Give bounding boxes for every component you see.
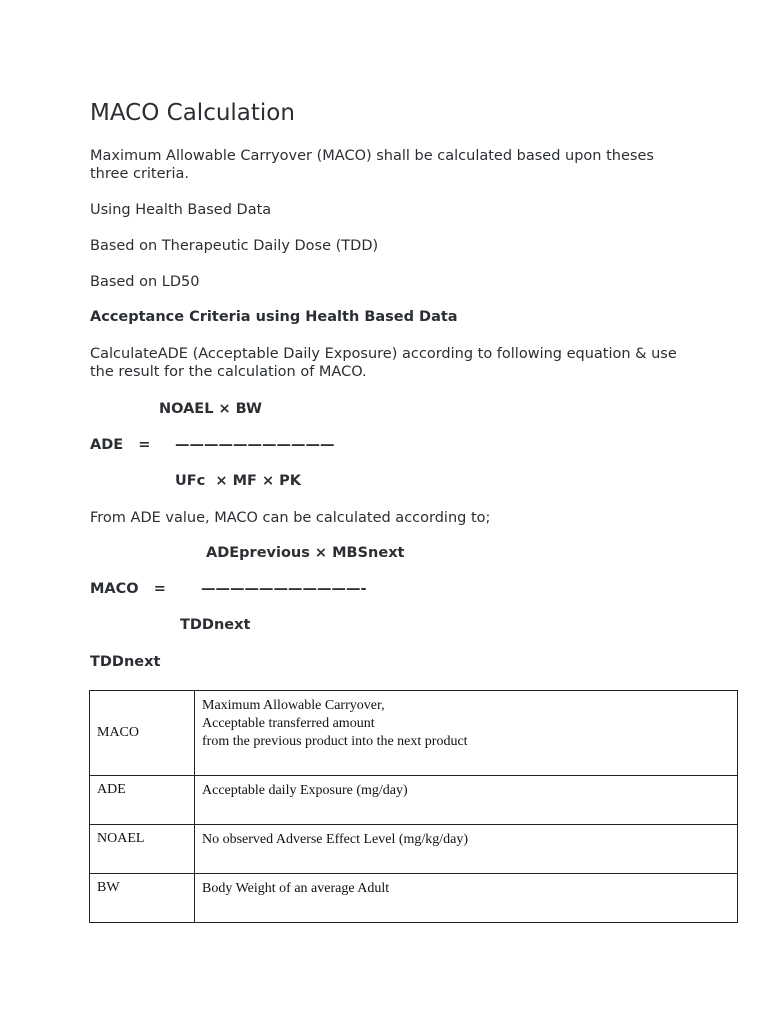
maco-lhs: MACO = bbox=[90, 581, 166, 597]
table-row bbox=[90, 691, 738, 776]
maco-intro: From ADE value, MACO can be calculated according to; bbox=[90, 510, 491, 526]
term-cell: ADE bbox=[90, 776, 195, 825]
definition-cell bbox=[195, 825, 738, 874]
ade-fraction-bar: ——————————— bbox=[175, 437, 335, 453]
term-cell: MACO bbox=[90, 691, 195, 776]
table-row bbox=[90, 776, 738, 825]
maco-denominator: TDDnext bbox=[180, 617, 251, 633]
criterion-tdd: Based on Therapeutic Daily Dose (TDD) bbox=[90, 238, 379, 254]
term-cell: NOAEL bbox=[90, 825, 195, 874]
definition-cell bbox=[195, 874, 738, 923]
definition-line: from the previous product into the next product bbox=[202, 734, 468, 749]
maco-numerator: ADEprevious × MBSnext bbox=[206, 545, 405, 561]
ade-instruction: CalculateADE (Acceptable Daily Exposure) according to following equation & use the result for the calculation of MACO. bbox=[90, 346, 677, 380]
ade-denominator: UFc × MF × PK bbox=[175, 473, 302, 489]
definition-cell bbox=[195, 691, 738, 776]
maco-fraction-bar: ———————————- bbox=[201, 581, 367, 597]
definition-line: Acceptable daily Exposure (mg/day) bbox=[202, 783, 408, 798]
page-title: MACO Calculation bbox=[90, 100, 295, 126]
definition-line: No observed Adverse Effect Level (mg/kg/day) bbox=[202, 832, 469, 847]
table-row bbox=[90, 825, 738, 874]
section-heading: Acceptance Criteria using Health Based Data bbox=[90, 309, 458, 325]
intro-paragraph: Maximum Allowable Carryover (MACO) shall be calculated based upon theses three criteria. bbox=[90, 148, 654, 182]
trailing-label: TDDnext bbox=[90, 654, 161, 670]
definitions-table bbox=[89, 690, 738, 923]
criterion-ld50: Based on LD50 bbox=[90, 274, 200, 290]
definition-line: Acceptable transferred amount bbox=[202, 716, 375, 731]
criterion-health-based: Using Health Based Data bbox=[90, 202, 272, 218]
definition-cell bbox=[195, 776, 738, 825]
definition-line: Body Weight of an average Adult bbox=[202, 881, 390, 896]
definition-line: Maximum Allowable Carryover, bbox=[202, 698, 385, 713]
table-row bbox=[90, 874, 738, 923]
term-cell: BW bbox=[90, 874, 195, 923]
ade-lhs: ADE = bbox=[90, 437, 151, 453]
ade-numerator: NOAEL × BW bbox=[159, 401, 262, 417]
